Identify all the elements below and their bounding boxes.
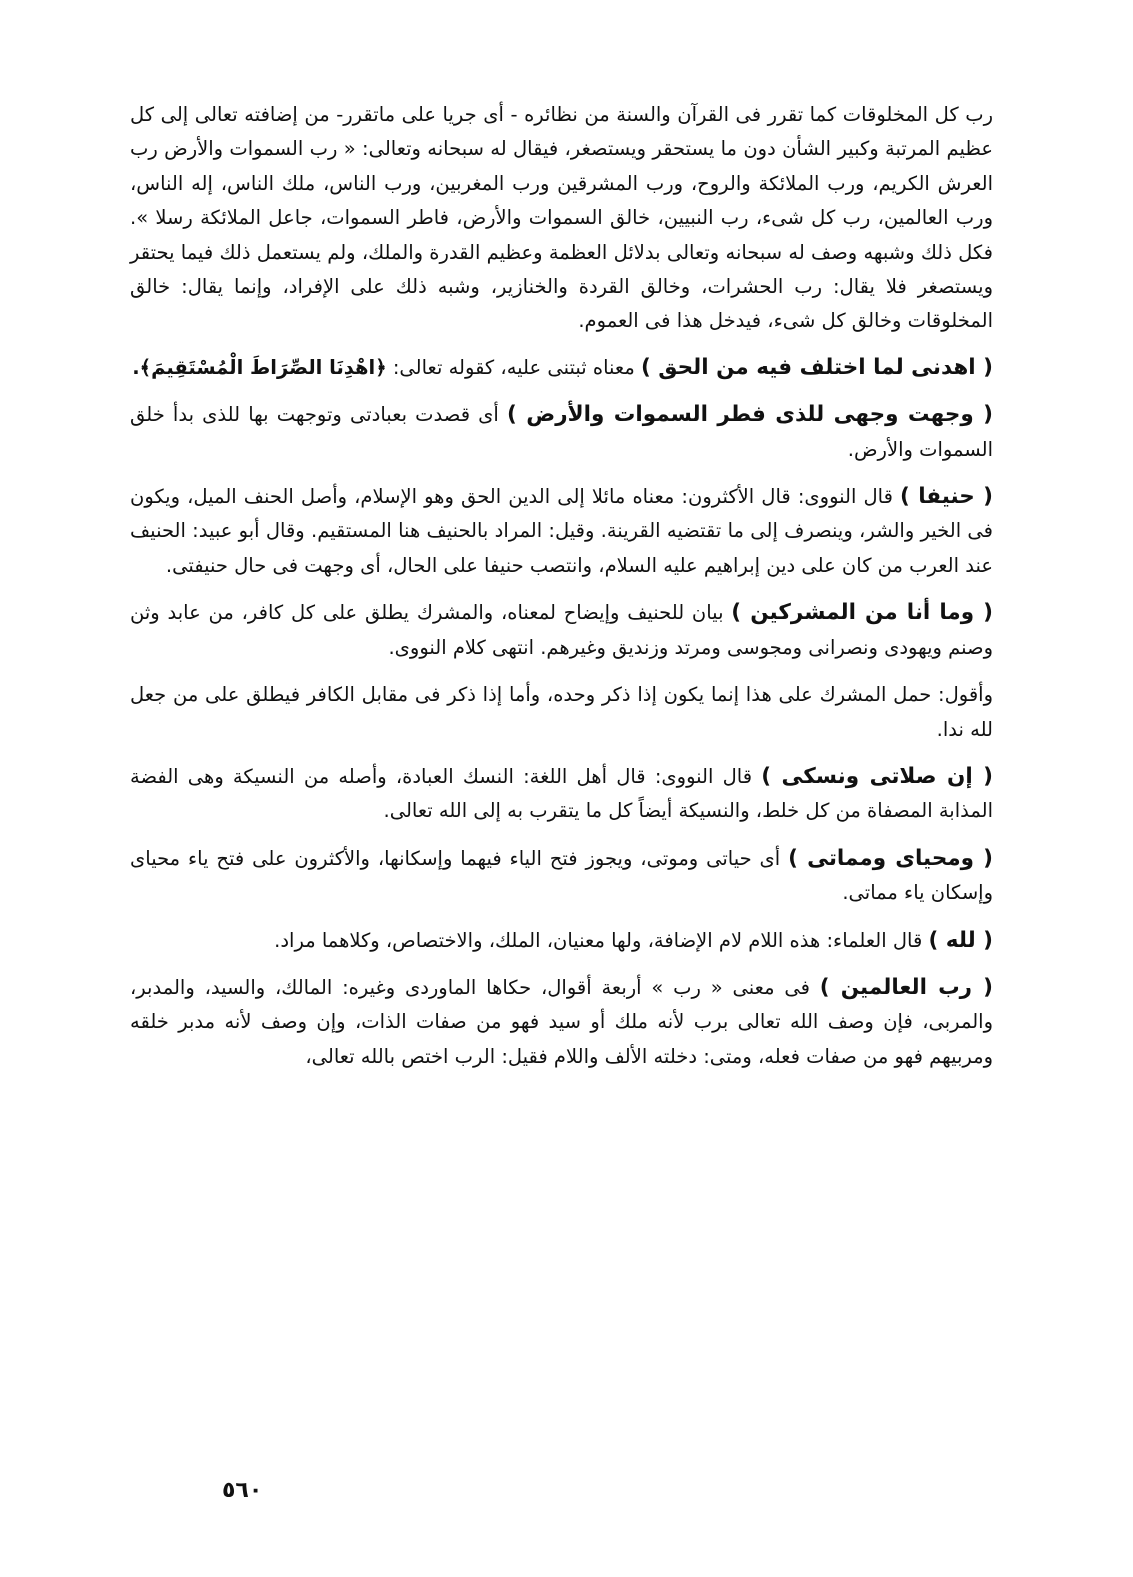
paragraph-4 bbox=[130, 480, 993, 583]
hadith-lemma: ( ومحياى ومماتى ) bbox=[788, 845, 993, 871]
paragraph-text: أى قصدت بعبادتى وتوجهت بها للذى بدأ خلق السموات والأرض. bbox=[130, 403, 993, 461]
paragraph-text: وأقول: حمل المشرك على هذا إنما يكون إذا ذكر وحده، وأما إذا ذكر فى مقابل الكافر فيطلق على من جعل لله ندا. bbox=[130, 683, 993, 741]
hadith-lemma: ( حنيفا ) bbox=[900, 484, 994, 510]
paragraph-2 bbox=[130, 351, 993, 385]
hadith-lemma: ( وما أنا من المشركين ) bbox=[731, 600, 993, 626]
paragraph-6 bbox=[130, 678, 993, 747]
commentary-text bbox=[130, 98, 993, 1087]
paragraph-text: فى معنى « رب » أربعة أقوال، حكاها الماوردى وغيره: المالك، والسيد، والمدبر، والمربى، فإن وصف الله تعالى برب لأنه ملك أو سيد فهو من صفات الذات، وإن وصف لأنه مدبر خلقه ومربيهم فهو من صفات فعله، ومتى: دخلته الألف واللام فقيل: الرب اختص بالله تعالى، bbox=[130, 975, 993, 1068]
paragraph-7 bbox=[130, 760, 993, 829]
hadith-lemma: ( رب العالمين ) bbox=[819, 974, 994, 1000]
paragraph-text: أى حياتى وموتى، ويجوز فتح الياء فيهما وإسكانها، والأكثرون على فتح ياء محياى وإسكان ياء مماتى. bbox=[130, 846, 993, 905]
paragraph-text: بيان للحنيف وإيضاح لمعناه، والمشرك يطلق على كل كافر، من عابد وثن وصنم ويهودى ونصرانى ومجوسى ومرتد وزنديق وغيرهم. انتهى كلام النووى. bbox=[130, 601, 993, 659]
page-number: ٥٦٠ bbox=[222, 1478, 263, 1503]
paragraph-1 bbox=[130, 98, 993, 339]
hadith-lemma: ( لله ) bbox=[928, 927, 993, 953]
paragraph-text: قال العلماء: هذه اللام لام الإضافة، ولها معنيان، الملك، والاختصاص، وكلاهما مراد. bbox=[274, 928, 929, 952]
paragraph-text: معناه ثبتنى عليه، كقوله تعالى: bbox=[386, 355, 641, 379]
paragraph-10 bbox=[130, 971, 993, 1074]
paragraph-text: قال النووى: قال الأكثرون: معناه مائلا إلى الدين الحق وهو الإسلام، وأصل الحنف الميل، ويكون فى الخير والشر، وينصرف إلى ما تقتضيه القرينة. وقيل: المراد بالحنيف هنا المستقيم. وقال أبو عبيد: الحنيف عند العرب من كان على دين إبراهيم عليه السلام، وانتصب حنيفا على الحال، أى وجهت فى حال حنيفتى. bbox=[130, 485, 993, 577]
hadith-lemma: ( وجهت وجهى للذى فطر السموات والأرض ) bbox=[507, 402, 993, 428]
paragraph-9 bbox=[130, 924, 993, 958]
paragraph-3 bbox=[130, 398, 993, 467]
paragraph-5 bbox=[130, 596, 993, 665]
paragraph-text: قال النووى: قال أهل اللغة: النسك العبادة، وأصله من النسيكة وهى الفضة المذابة المصفاة من كل خلط، والنسيكة أيضاً كل ما يتقرب به إلى الله تعالى. bbox=[130, 764, 993, 823]
paragraph-text: رب كل المخلوقات كما تقرر فى القرآن والسنة من نظائره - أى جريا على ماتقرر- من إضافته تعالى إلى كل عظيم المرتبة وكبير الشأن دون ما يستحقر ويستصغر، فيقال له سبحانه وتعالى: « رب السموات والأرض رب العرش الكريم، ورب الملائكة والروح، ورب المشرقين ورب المغربين، ورب الناس، ملك الناس، إله الناس، ورب العالمين، رب كل شىء، رب النبيين، خالق السموات والأرض، فاطر السموات، جاعل الملائكة رسلا ». فكل ذلك وشبهه وصف له سبحانه وتعالى بدلائل العظمة وعظيم القدرة والملك، ولم يستعمل ذلك فيما يحتقر ويستصغر فلا يقال: رب الحشرات، وخالق القردة والخنازير، وشبه ذلك على الإفراد، وإنما يقال: خالق المخلوقات وخالق كل شىء، فيدخل هذا فى العموم. bbox=[130, 103, 993, 333]
quran-quote: ﴿اهْدِنَا الصِّرَاطَ الْمُسْتَقِيمَ﴾. bbox=[132, 355, 387, 379]
paragraph-8 bbox=[130, 842, 993, 911]
hadith-lemma: ( اهدنى لما اختلف فيه من الحق ) bbox=[640, 354, 993, 380]
hadith-lemma: ( إن صلاتى ونسكى ) bbox=[761, 763, 994, 789]
